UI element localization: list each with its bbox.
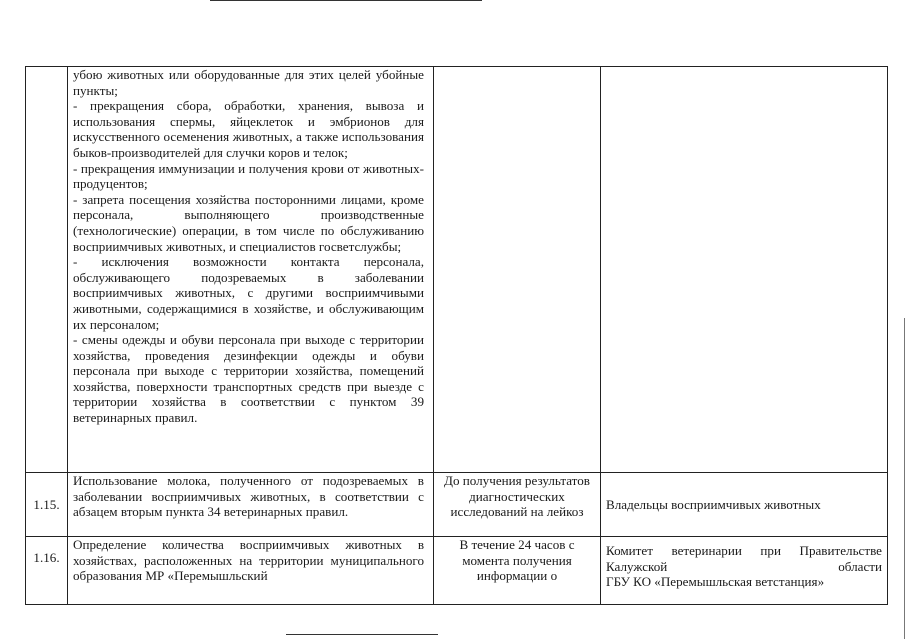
table-row	[26, 67, 888, 473]
measure-paragraph: - исключения возможности контакта персонала, обслуживающего подозреваемых в заболевании восприимчивых животных, с другими восприимчивыми животными, содержащимися в хозяйстве, и обслуживающим их персоналом;	[73, 254, 424, 332]
measure-cell	[68, 473, 434, 537]
bottom-rule	[286, 634, 438, 635]
responsible-cell	[601, 67, 888, 473]
top-rule	[210, 0, 482, 1]
responsible-cell: Владельцы восприимчивых животных	[601, 473, 888, 537]
row-number: 1.16.	[26, 537, 68, 605]
measure-cell	[68, 537, 434, 605]
responsible-line: Комитет ветеринарии при Правительстве Калужской области	[606, 543, 882, 574]
measure-paragraph: Определение количества восприимчивых животных в хозяйствах, расположенных на территории муниципального образования МР «Перемышльский	[73, 537, 424, 584]
measure-paragraph: - смены одежды и обуви персонала при выходе с территории хозяйства, проведения дезинфекции одежды и обуви персонала при выходе с территории хозяйства, помещений хозяйства, поверхности транспортных средств при выезде с территории хозяйства в соответствии с пунктом 39 ветеринарных правил.	[73, 332, 424, 426]
term-cell: В течение 24 часов с момента получения информации о	[434, 537, 601, 605]
row-number	[26, 67, 68, 473]
measure-paragraph: Использование молока, полученного от подозреваемых в заболевании восприимчивых животных, в соответствии с абзацем вторым пункта 34 ветеринарных правил.	[73, 473, 424, 520]
measure-paragraph: убою животных или оборудованные для этих целей убойные пункты;	[73, 67, 424, 98]
term-cell	[434, 67, 601, 473]
responsible-cell	[601, 537, 888, 605]
responsible-line: ГБУ КО «Перемышльская ветстанция»	[606, 574, 825, 590]
table-row	[26, 473, 888, 537]
measure-paragraph: - прекращения сбора, обработки, хранения, вывоза и использования спермы, яйцеклеток и эмбрионов для искусственного осеменения животных, а также использования быков-производителей для случки коров и телок;	[73, 98, 424, 160]
measure-paragraph: - запрета посещения хозяйства посторонними лицами, кроме персонала, выполняющего производственные (технологические) операции, в том числе по обслуживанию восприимчивых животных, и специалистов госветслужбы;	[73, 191, 424, 254]
term-cell: До получения результатов диагностических исследований на лейкоз	[434, 473, 601, 537]
row-number: 1.15.	[26, 473, 68, 537]
measures-table	[25, 66, 888, 605]
measure-cell	[68, 67, 434, 473]
measure-paragraph: - прекращения иммунизации и получения крови от животных-продуцентов;	[73, 160, 424, 192]
table-row	[26, 537, 888, 605]
